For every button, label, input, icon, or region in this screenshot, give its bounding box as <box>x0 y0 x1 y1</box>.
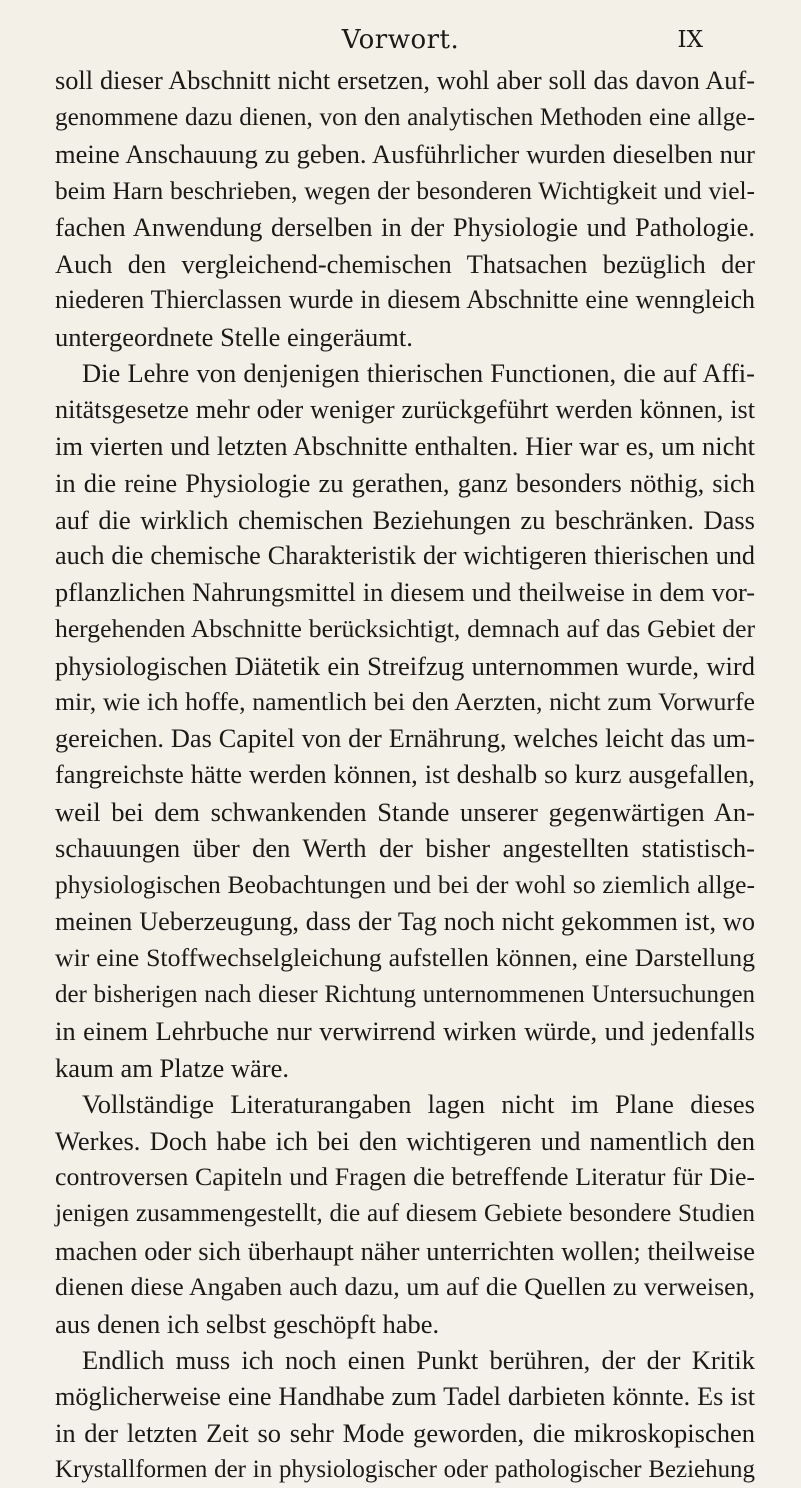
page-number: IX <box>677 27 703 53</box>
text-line: pflanzlichen Nahrungsmittel in diesem und theilweise in dem vor- <box>55 577 755 607</box>
text-line: der bisherigen nach dieser Richtung unternommenen Untersuchungen <box>55 980 755 1008</box>
text-line: hergehenden Abschnitte berücksichtigt, demnach auf das Gebiet der <box>55 614 755 644</box>
text-line: möglicherweise eine Handhabe zum Tadel darbieten könnte. Es ist <box>55 1381 755 1411</box>
text-line: physiologischen Beobachtungen und bei der wohl so ziemlich allge- <box>55 870 755 900</box>
text-line: Werkes. Doch habe ich bei den wichtigeren und namentlich den <box>55 1125 755 1156</box>
text-line: soll dieser Abschnitt nicht ersetzen, wohl aber soll das davon Auf- <box>55 66 755 95</box>
body-text <box>55 63 755 1488</box>
text-line: Krystallformen der in physiologischer oder pathologischer Beziehung <box>55 1455 755 1483</box>
text-line: im vierten und letzten Abschnitte enthalten. Hier war es, um nicht <box>55 431 755 462</box>
text-line: fangreichste hätte werden können, ist deshalb so kurz ausgefallen, <box>55 760 755 790</box>
text-line: machen oder sich überhaupt näher unterrichten wollen; theilweise <box>55 1235 755 1266</box>
text-line: Die Lehre von denjenigen thierischen Functionen, die auf Affi- <box>82 358 755 389</box>
text-line: physiologischen Diätetik ein Streifzug unternommen wurde, wird <box>55 650 755 681</box>
text-line: jenigen zusammengestellt, die auf diesem Gebiete besondere Studien <box>55 1199 755 1227</box>
text-line: untergeordnete Stelle eingeräumt. <box>55 321 413 352</box>
text-line: in die reine Physiologie zu gerathen, ganz besonders nöthig, sich <box>55 468 755 499</box>
text-line: niederen Thierclassen wurde in diesem Abschnitte eine wenngleich <box>55 285 755 315</box>
text-line: auf die wirklich chemischen Beziehungen zu beschränken. Dass <box>55 504 755 535</box>
text-line: mir, wie ich hoffe, namentlich bei den Aerzten, nicht zum Vorwurfe <box>55 687 755 717</box>
text-line: schauungen über den Werth der bisher angestellten statistisch- <box>55 833 755 864</box>
text-line: beim Harn beschrieben, wegen der besonderen Wichtigkeit und viel- <box>55 176 755 205</box>
text-line: wir eine Stoffwechselgleichung aufstellen können, eine Darstellung <box>55 943 755 973</box>
text-line: in der letzten Zeit so sehr Mode geworden, die mikroskopischen <box>55 1418 755 1449</box>
text-line: nitätsgesetze mehr oder weniger zurückgeführt werden können, ist <box>55 394 755 424</box>
text-line: aus denen ich selbst geschöpft habe. <box>55 1308 440 1339</box>
text-line: genommene dazu dienen, von den analytischen Methoden eine allge- <box>55 103 755 131</box>
text-line: controversen Capiteln und Fragen die betreffende Literatur für Die- <box>55 1162 755 1192</box>
running-header <box>0 24 801 56</box>
text-line: auch die chemische Charakteristik der wichtigeren thierischen und <box>55 541 755 571</box>
running-header-title: Vorwort. <box>341 25 460 55</box>
text-line: Endlich muss ich noch einen Punkt berühren, der der Kritik <box>82 1345 755 1376</box>
text-line: Auch den vergleichend-chemischen Thatsachen bezüglich der <box>55 248 755 279</box>
text-line: meine Anschauung zu geben. Ausführlicher wurden dieselben nur <box>55 139 755 170</box>
text-line: meinen Ueberzeugung, dass der Tag noch nicht gekommen ist, wo <box>55 906 755 936</box>
text-line: gereichen. Das Capitel von der Ernährung, welches leicht das um- <box>55 723 755 753</box>
text-line: in einem Lehrbuche nur verwirrend wirken würde, und jedenfalls <box>55 1016 755 1047</box>
text-line: Vollständige Literaturangaben lagen nicht im Plane dieses <box>82 1089 755 1120</box>
text-line: weil bei dem schwankenden Stande unserer gegenwärtigen An- <box>55 796 755 827</box>
text-line: fachen Anwendung derselben in der Physiologie und Pathologie. <box>55 212 755 243</box>
text-line: kaum am Platze wäre. <box>55 1052 289 1083</box>
text-line: dienen diese Angaben auch dazu, um auf die Quellen zu verweisen, <box>55 1272 755 1302</box>
